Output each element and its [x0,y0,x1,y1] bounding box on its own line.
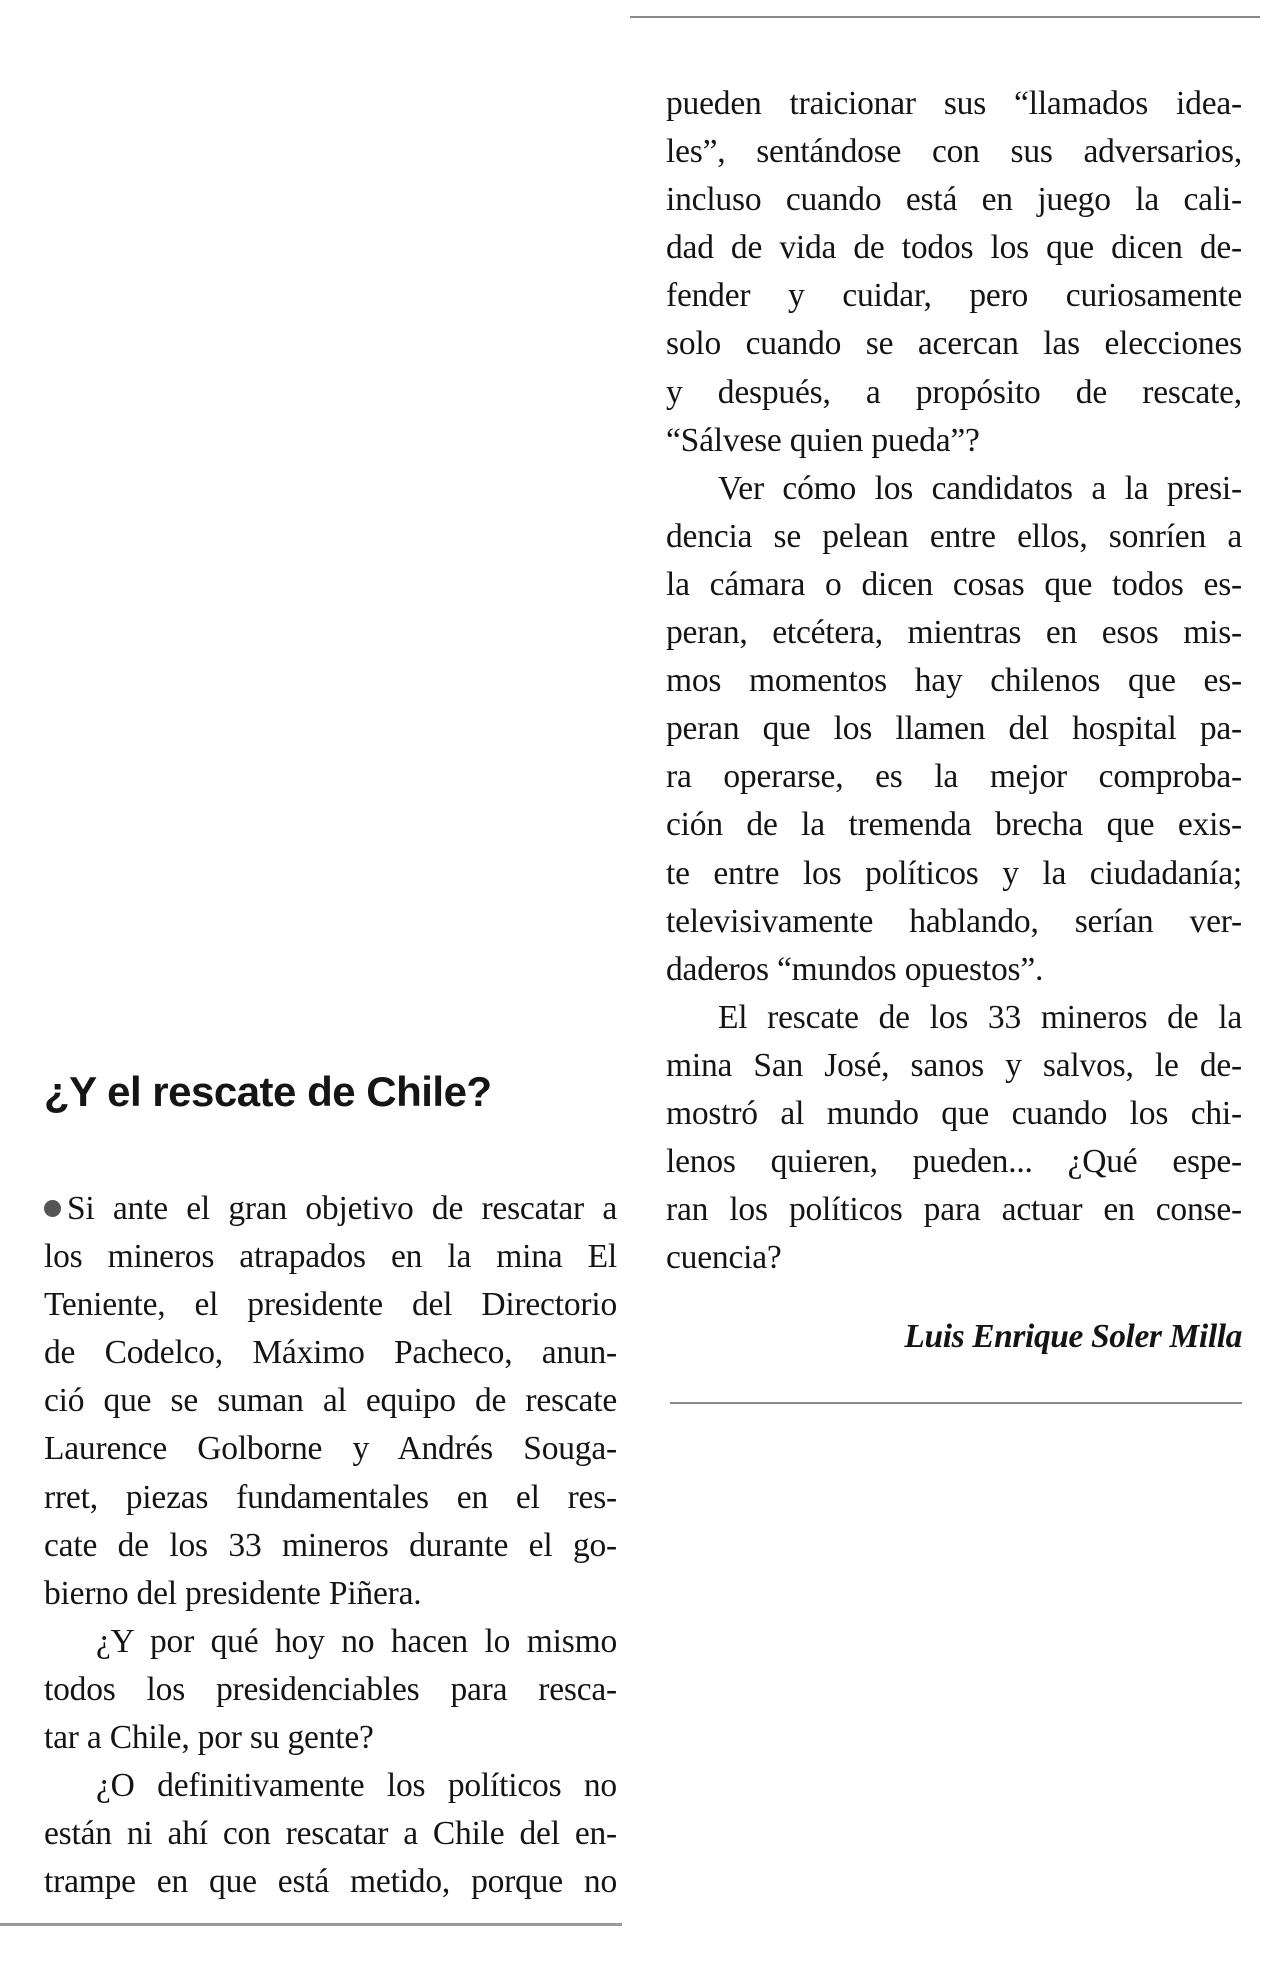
body-line: les”, sentándose con sus adversarios, [666,133,1242,171]
body-line: ra operarse, es la mejor comproba- [666,758,1242,796]
body-line: ció que se suman al equipo de rescate [44,1382,617,1420]
letter-body-right-column [666,80,1242,1282]
body-line: cate de los 33 mineros durante el go- [44,1526,617,1564]
body-line: mostró al mundo que cuando los chi- [666,1094,1242,1132]
body-line: tar a Chile, por su gente? [44,1719,374,1757]
body-line: pueden traicionar sus “llamados idea- [666,85,1242,122]
body-line: solo cuando se acercan las elecciones [666,325,1242,363]
body-line: dencia se pelean entre ellos, sonríen a [666,517,1242,555]
body-line: y después, a propósito de rescate, [666,373,1242,411]
body-line: ción de la tremenda brecha que exis- [666,806,1242,844]
body-line: incluso cuando está en juego la cali- [666,181,1242,219]
body-line: El rescate de los 33 mineros de la [718,998,1242,1036]
signature-rule [670,1402,1242,1404]
body-line: “Sálvese quien pueda”? [666,421,980,459]
body-line: Laurence Golborne y Andrés Souga- [44,1430,617,1468]
body-line-text: Si ante el gran objetivo de rescatar a [67,1190,617,1227]
body-line: ¿O definitivamente los políticos no [96,1767,617,1805]
body-line-first [44,1185,617,1233]
body-line: Ver cómo los candidatos a la presi- [718,469,1242,507]
body-line: peran que los llamen del hospital pa- [666,710,1242,748]
body-line: lenos quieren, pueden... ¿Qué espe- [666,1143,1242,1181]
body-line: mina San José, sanos y salvos, le de- [666,1046,1242,1084]
body-line: de Codelco, Máximo Pacheco, anun- [44,1334,617,1372]
body-line: daderos “mundos opuestos”. [666,950,1044,988]
letter-title: ¿Y el rescate de Chile? [44,1068,492,1115]
top-rule [630,16,1260,18]
body-line: ¿Y por qué hoy no hacen lo mismo [96,1622,617,1660]
body-line: te entre los políticos y la ciudadanía; [666,854,1242,892]
body-line: bierno del presidente Piñera. [44,1574,422,1612]
body-line: los mineros atrapados en la mina El [44,1238,617,1276]
body-line: todos los presidenciables para resca- [44,1670,617,1708]
body-line: cuencia? [666,1239,782,1277]
body-line: están ni ahí con rescatar a Chile del en- [44,1815,617,1853]
bottom-rule [0,1923,622,1926]
body-line: peran, etcétera, mientras en esos mis- [666,614,1242,652]
body-line: rret, piezas fundamentales en el res- [44,1478,617,1516]
body-line: televisivamente hablando, serían ver- [666,902,1242,940]
bullet-icon [44,1200,61,1217]
body-line: fender y cuidar, pero curiosamente [666,277,1242,315]
letter-body-left-column [44,1185,617,1906]
body-line: la cámara o dicen cosas que todos es- [666,565,1242,603]
body-line: mos momentos hay chilenos que es- [666,662,1242,700]
body-line: Teniente, el presidente del Directorio [44,1286,617,1324]
author-signature: Luis Enrique Soler Milla [904,1318,1242,1355]
body-line: ran los políticos para actuar en conse- [666,1191,1242,1229]
body-line: dad de vida de todos los que dicen de- [666,229,1242,267]
body-line: trampe en que está metido, porque no [44,1863,617,1901]
